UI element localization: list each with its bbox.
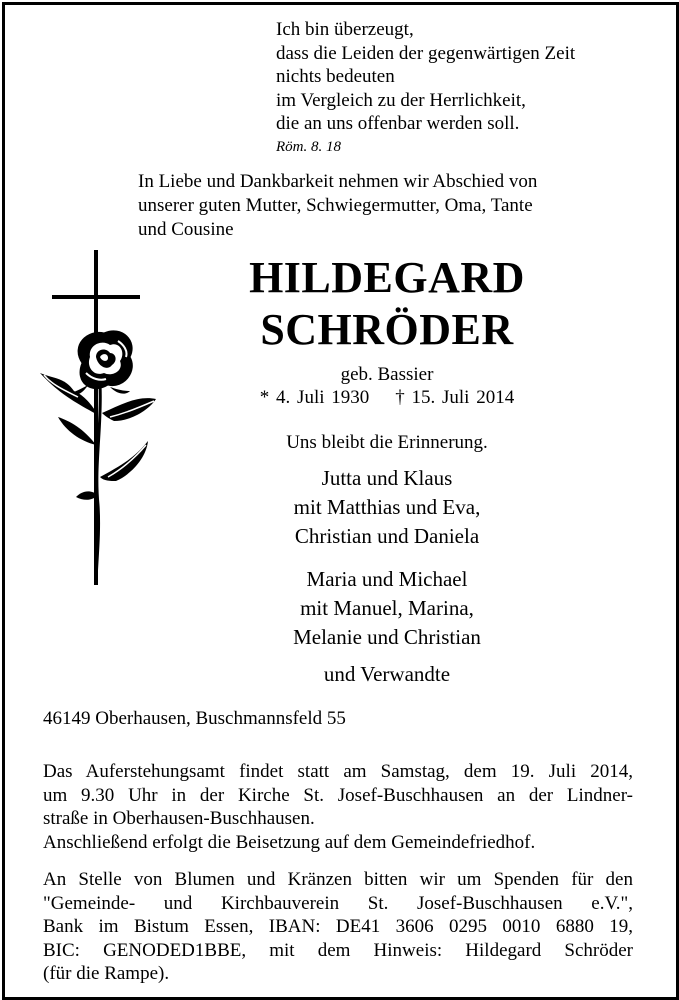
family-line: Jutta und Klaus bbox=[321, 466, 453, 490]
intro-text bbox=[138, 170, 618, 242]
birth-name: geb. Bassier bbox=[340, 364, 434, 385]
intro-line: In Liebe und Dankbarkeit nehmen wir Abschied von bbox=[138, 171, 538, 192]
quote-line: dass die Leiden der gegenwärtigen Zeit bbox=[276, 42, 576, 64]
family-line: Maria und Michael bbox=[306, 567, 468, 591]
donation-line: BIC: GENODED1BBE, mit dem Hinweis: Hildegard Schröder bbox=[43, 939, 633, 961]
cross-with-rose-icon bbox=[30, 245, 170, 590]
memory-line: Uns bleibt die Erinnerung. bbox=[286, 432, 488, 453]
service-line: um 9.30 Uhr in der Kirche St. Josef-Buschhausen an der Lindner- bbox=[43, 784, 633, 806]
donation-line: An Stelle von Blumen und Kränzen bitten wir um Spenden für den bbox=[43, 869, 633, 890]
family-line: mit Matthias und Eva, bbox=[293, 495, 481, 519]
family-group-1 bbox=[152, 464, 622, 551]
deceased-last-name: SCHRÖDER bbox=[260, 305, 514, 354]
donation-info bbox=[43, 868, 633, 986]
donation-line: Bank im Bistum Essen, IBAN: DE41 3606 0295 0010 6880 19, bbox=[43, 916, 633, 937]
address: 46149 Oberhausen, Buschmannsfeld 55 bbox=[43, 708, 346, 729]
bible-quote bbox=[276, 18, 575, 158]
service-line: Das Auferstehungsamt findet statt am Samstag, dem 19. Juli 2014, bbox=[43, 761, 633, 782]
quote-line: im Vergleich zu der Herrlichkeit, bbox=[276, 89, 526, 111]
intro-line: und Cousine bbox=[138, 219, 234, 240]
relatives-line: und Verwandte bbox=[323, 662, 451, 686]
family-line: Melanie und Christian bbox=[293, 625, 481, 649]
birth-date: * 4. Juli 1930 bbox=[259, 387, 370, 408]
death-date: † 15. Juli 2014 bbox=[395, 387, 515, 408]
family-line: mit Manuel, Marina, bbox=[300, 596, 474, 620]
family-line: Christian und Daniela bbox=[294, 524, 480, 548]
quote-line: nichts bedeuten bbox=[276, 66, 395, 88]
service-line: Anschließend erfolgt die Beisetzung auf dem Gemeindefriedhof. bbox=[43, 831, 536, 853]
life-dates bbox=[152, 387, 622, 409]
service-info bbox=[43, 760, 633, 854]
deceased-first-name: HILDEGARD bbox=[249, 253, 525, 302]
quote-line: Ich bin überzeugt, bbox=[276, 19, 414, 40]
quote-line: die an uns offenbar werden soll. bbox=[276, 113, 520, 135]
family-group-2 bbox=[152, 565, 622, 652]
quote-reference: Röm. 8. 18 bbox=[276, 138, 341, 155]
service-line: straße in Oberhausen-Buschhausen. bbox=[43, 808, 315, 829]
donation-line: "Gemeinde- und Kirchbauverein St. Josef-Buschhausen e.V.", bbox=[43, 892, 633, 914]
intro-line: unserer guten Mutter, Schwiegermutter, Oma, Tante bbox=[138, 195, 533, 216]
donation-line: (für die Rampe). bbox=[43, 963, 170, 984]
